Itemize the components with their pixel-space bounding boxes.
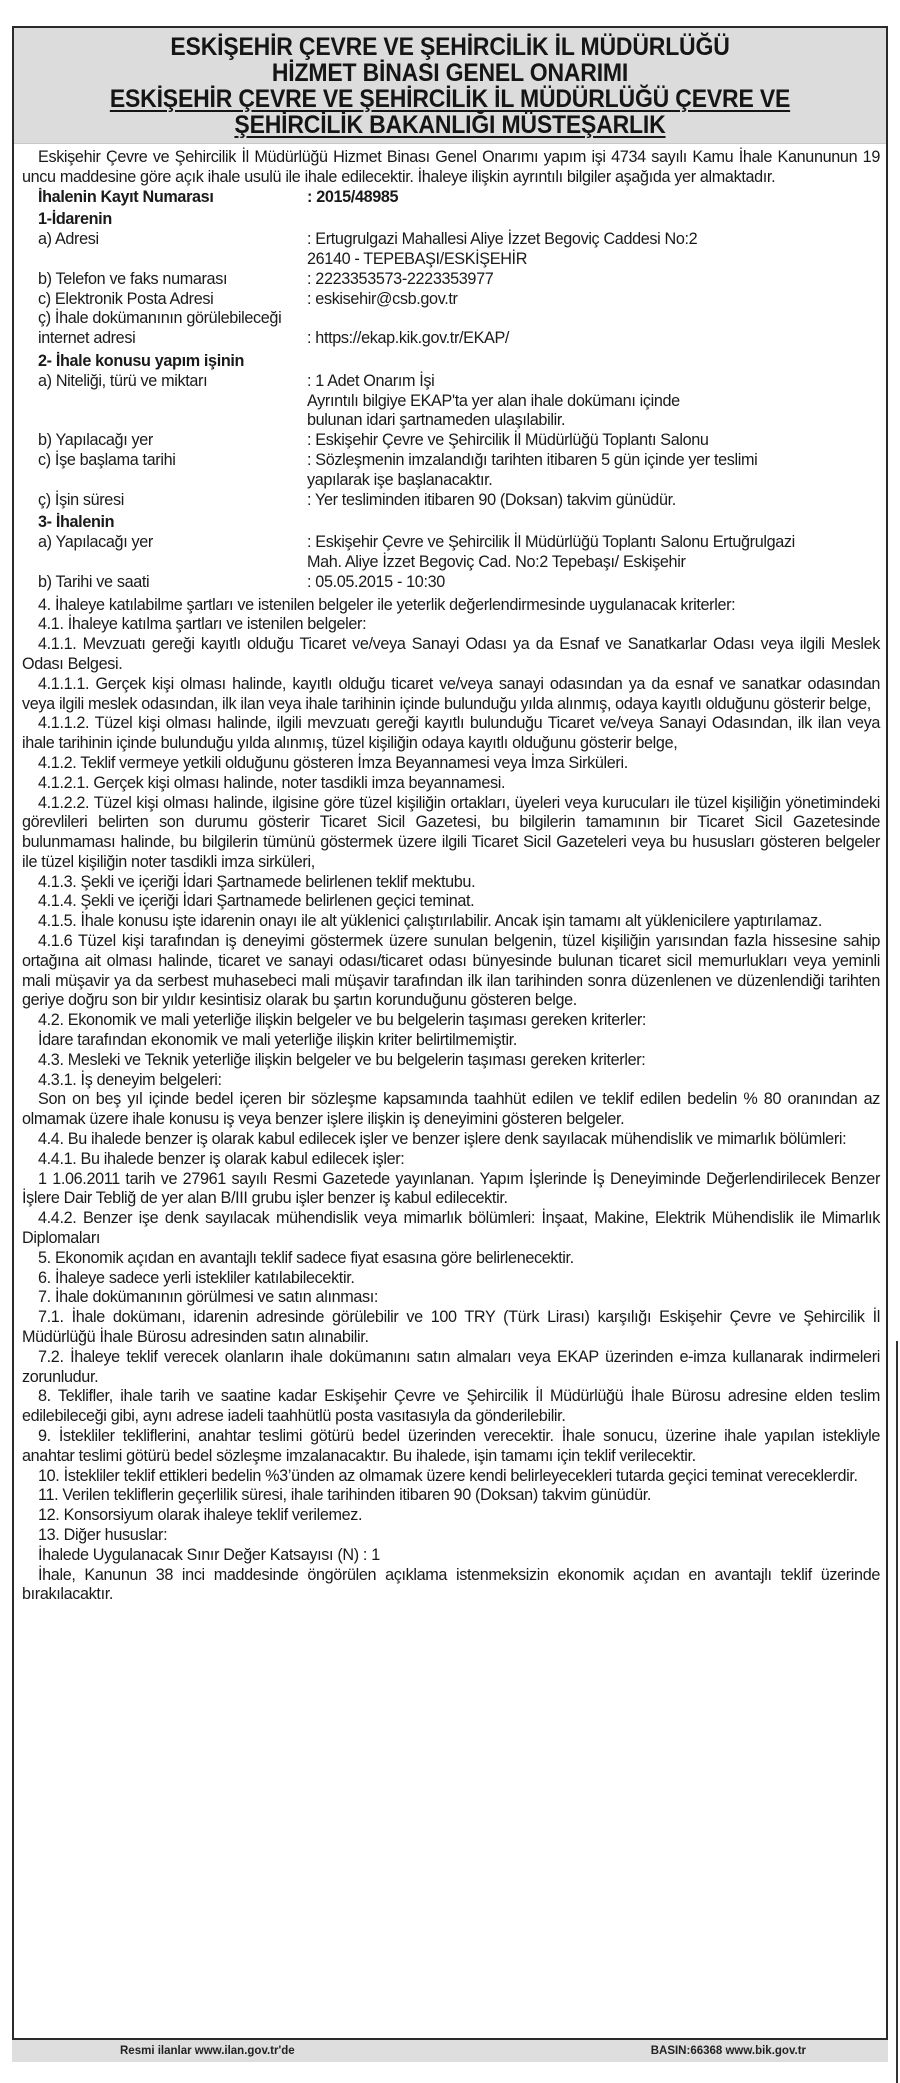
info-row: [38, 451, 880, 491]
header-title-line-3: ESKİŞEHİR ÇEVRE VE ŞEHİRCİLİK İL MÜDÜRLÜĞÜ ÇEVRE VE: [109, 85, 791, 113]
row-label: a) Adresi: [38, 230, 99, 249]
clause-paragraph: 1 1.06.2011 tarih ve 27961 sayılı Resmi Gazetede yayınlanan. Yapım İşlerinde İş Deneyiminde Değerlendirilecek Benzer İşlere Dair Tebliğ de yer alan B/III grubu işler benzer iş kabul edilecektir.: [22, 1169, 880, 1208]
clause-paragraph: 7.2. İhaleye teklif verecek olanların ihale dokümanını satın almaları veya EKAP üzerinden e-imza kullanarak indirmeleri zorunludur.: [22, 1347, 880, 1386]
clause-paragraph: 4.1.6 Tüzel kişi tarafından iş deneyimi göstermek üzere sunulan belgenin, tüzel kişiliğin yarısından fazla hissesine sahip ortağına ait olması halinde, ticaret ve sanayi odası/ticaret odası bünyesinde bulunan ticaret sicil memurlukları veya yeminli mali müşavir ya da serbest muhasebeci mali müşavir tarafından ilk ilan tarihinden sonra düzenlenen ve düzenlendiği tarihten geriye doğru son bir yıldır kesintisiz olarak bu şartın korunduğunu gösteren belge.: [22, 932, 880, 1010]
clause-paragraph: 6. İhaleye sadece yerli istekliler katılabilecektir.: [38, 1268, 355, 1287]
row-label: a) Yapılacağı yer: [38, 533, 153, 552]
clause-paragraph: 4.4. Bu ihalede benzer iş olarak kabul edilecek işler ve benzer işlere denk sayılacak mühendislik ve mimarlık bölümleri:: [38, 1130, 847, 1149]
row-label: c) İşe başlama tarihi: [38, 450, 176, 469]
tender-datetime-value: : 05.05.2015 - 10:30: [307, 572, 445, 591]
footer-bar: [12, 2040, 888, 2062]
header-title-line-1: ESKİŞEHİR ÇEVRE VE ŞEHİRCİLİK İL MÜDÜRLÜĞÜ: [170, 33, 730, 61]
row-label: a) Niteliği, türü ve miktarı: [38, 371, 208, 390]
row-value: : Eskişehir Çevre ve Şehircilik İl Müdürlüğü Toplantı Salonu Ertuğrulgazi: [307, 533, 795, 552]
info-row: [38, 431, 880, 451]
row-value: : Sözleşmenin imzalandığı tarihten itibaren 5 gün içinde yer teslimi: [307, 450, 758, 469]
section-1-title: 1-İdarenin: [38, 210, 112, 229]
clause-paragraph: 4.3. Mesleki ve Teknik yeterliğe ilişkin belgeler ve bu belgelerin taşıması gereken kriterler:: [38, 1050, 646, 1069]
clause-paragraph: 4.1.3. Şekli ve içeriği İdari Şartnamede belirlenen teklif mektubu.: [38, 872, 476, 891]
info-row: [38, 372, 880, 431]
address-value: : Ertugrulgazi Mahallesi Aliye İzzet Begoviç Caddesi No:2: [307, 230, 698, 249]
phone-fax-value: : 2223353573-2223353977: [307, 269, 494, 288]
clause-paragraph: 4.3.1. İş deneyim belgeleri:: [38, 1070, 222, 1089]
announcement-body: [14, 144, 886, 1605]
row-label: b) Yapılacağı yer: [38, 431, 153, 450]
header-title-line-2: HİZMET BİNASI GENEL ONARIMI: [271, 59, 629, 87]
row-label: b) Telefon ve faks numarası: [38, 269, 228, 288]
registration-label: İhalenin Kayıt Numarası: [38, 187, 214, 206]
section-2-title: 2- İhale konusu yapım işinin: [38, 351, 245, 370]
clause-paragraph: 4.4.1. Bu ihalede benzer iş olarak kabul edilecek işler:: [38, 1149, 405, 1168]
row-value-line-2: Ayrıntılı bilgiye EKAP'ta yer alan ihale dokümanı içinde: [307, 391, 680, 410]
header-title-line-4: ŞEHİRCİLİK BAKANLIĞI MÜSTEŞARLIK: [234, 111, 666, 139]
clause-paragraph: Son on beş yıl içinde bedel içeren bir sözleşme kapsamında taahhüt edilen ve teklif edilen bedelin % 80 oranından az olmamak üzere ihale konusu iş veya benzer işlere ilişkin iş deneyimini gösteren belgeler.: [22, 1090, 880, 1129]
row-label: c) Elektronik Posta Adresi: [38, 289, 214, 308]
clause-paragraph: 4.1.2. Teklif vermeye yetkili olduğunu gösteren İmza Beyannamesi veya İmza Sirküleri.: [38, 753, 628, 772]
section-3-title: 3- İhalenin: [38, 513, 115, 532]
clause-paragraph: 7. İhale dokümanının görülmesi ve satın alınması:: [38, 1288, 379, 1307]
info-row: [38, 491, 880, 511]
clause-paragraph: 4.1.2.1. Gerçek kişi olması halinde, noter tasdikli imza beyannamesi.: [38, 773, 506, 792]
row-label: internet adresi: [38, 329, 136, 348]
clause-paragraph: İhalede Uygulanacak Sınır Değer Katsayısı (N) : 1: [38, 1545, 380, 1564]
clause-paragraph: 12. Konsorsiyum olarak ihaleye teklif verilemez.: [38, 1506, 363, 1525]
info-row: [38, 573, 880, 593]
clause-paragraph: 4.1.5. İhale konusu işte idarenin onayı ile alt yüklenici çalıştırılabilir. Ancak işin tamamı alt yüklenicilere yaptırılamaz.: [38, 912, 823, 931]
clause-paragraph: 13. Diğer hususlar:: [38, 1525, 168, 1544]
row-value: : Eskişehir Çevre ve Şehircilik İl Müdürlüğü Toplantı Salonu: [307, 431, 709, 450]
column-divider: [896, 1341, 898, 2083]
clause-paragraph: 4.1.1.2. Tüzel kişi olması halinde, ilgili mevzuatı gereği kayıtlı bulunduğu Ticaret ve/veya Sanayi Odasından, ilk ilan veya ihale tarihinin içinde bulunduğu yılda alınmış, tüzel kişiliğin odaya kayıtlı olduğunu gösterir belge,: [22, 714, 880, 753]
clause-paragraph: 4.1.4. Şekli ve içeriği İdari Şartnamede belirlenen geçici teminat.: [38, 892, 475, 911]
row-label: ç) İhale dokümanının görülebileceği: [38, 309, 282, 328]
row-value: : 1 Adet Onarım İşi: [307, 371, 435, 390]
announcement-header: [14, 28, 886, 144]
clause-paragraph: İdare tarafından ekonomik ve mali yeterliğe ilişkin kriter belirtilmemiştir.: [38, 1031, 517, 1050]
clause-paragraph: 10. İstekliler teklif ettikleri bedelin %3’ünden az olmamak üzere kendi belirleyecekleri tutarda geçici teminat vereceklerdir.: [38, 1466, 858, 1485]
registration-number-row: [38, 188, 880, 208]
clause-paragraph: 4.1.1.1. Gerçek kişi olması halinde, kayıtlı olduğu ticaret ve/veya sanayi odasından ya da esnaf ve sanatkar odasından veya ilgili meslek odasından, ilk ilan veya ihale tarihinin içinde bulunduğu yılda alınmış, odaya kayıtlı olduğunu gösterir belge,: [22, 674, 880, 713]
clause-paragraph: 4. İhaleye katılabilme şartları ve istenilen belgeler ile yeterlik değerlendirmesinde uygulanacak kriterler:: [38, 595, 736, 614]
info-row: [38, 533, 880, 573]
row-label: b) Tarihi ve saati: [38, 572, 150, 591]
clause-paragraph: 4.4.2. Benzer işe denk sayılacak mühendislik veya mimarlık bölümleri: İnşaat, Makine, Elektrik Mühendislik ile Mimarlık Diplomaları: [22, 1209, 880, 1248]
announcement-frame: [12, 26, 888, 2040]
address-value-line-2: 26140 - TEPEBAŞI/ESKİŞEHİR: [307, 249, 528, 268]
clause-paragraph: 8. Teklifler, ihale tarih ve saatine kadar Eskişehir Çevre ve Şehircilik İl Müdürlüğü İhale Bürosu adresine elden teslim edilebileceği gibi, aynı adrese iadeli taahhütlü posta vasıtasıyla da gönderilebilir.: [22, 1387, 880, 1426]
clause-paragraph: 4.2. Ekonomik ve mali yeterliğe ilişkin belgeler ve bu belgelerin taşıması gereken kriterler:: [38, 1011, 647, 1030]
row-value-line-2: yapılarak işe başlanacaktır.: [307, 470, 493, 489]
intro-paragraph: Eskişehir Çevre ve Şehircilik İl Müdürlüğü Hizmet Binası Genel Onarımı yapım işi 4734 sayılı Kamu İhale Kanununun 19 uncu maddesine göre açık ihale usulü ile ihale edilecektir. İhaleye ilişkin ayrıntılı bilgiler aşağıda yer almaktadır.: [22, 148, 880, 186]
clause-paragraph: 4.1.2.2. Tüzel kişi olması halinde, ilgisine göre tüzel kişiliğin ortakları, üyeleri veya kurucuları ile tüzel kişiliğin yönetimindeki görevlileri belirten son durumu gösterir Ticaret Sicil Gazetesi, bu bilgilerin tamamının bir Ticaret Sicil Gazetesinde bulunmaması halinde, bu bilgilerin tümünü göstermek üzere ilgili Ticaret Sicil Gazeteleri veya bu hususları gösteren belgeler ile tüzel kişiliğin noter tasdikli imza sirküleri,: [22, 793, 880, 871]
clause-paragraph: 7.1. İhale dokümanı, idarenin adresinde görülebilir ve 100 TRY (Türk Lirası) karşılığı Eskişehir Çevre ve Şehircilik İl Müdürlüğü İhale Bürosu adresinden satın alınabilir.: [22, 1308, 880, 1347]
registration-value: : 2015/48985: [307, 187, 399, 206]
row-value: : Yer tesliminden itibaren 90 (Doksan) takvim günüdür.: [307, 490, 676, 509]
info-row: [38, 309, 880, 329]
clause-paragraph: 9. İstekliler tekliflerini, anahtar teslimi götürü bedel üzerinden verecektir. İhale sonucu, üzerine ihale yapılan istekliyle anahtar teslimi götürü bedel sözleşme imzalanacaktır. Bu ihalede, işin tamamı için teklif verilecektir.: [22, 1427, 880, 1465]
row-value-line-2: Mah. Aliye İzzet Begoviç Cad. No:2 Tepebaşı/ Eskişehir: [307, 552, 686, 571]
clause-paragraph: 11. Verilen tekliflerin geçerlilik süresi, ihale tarihinden itibaren 90 (Doksan) takvim günüdür.: [38, 1486, 652, 1505]
email-link[interactable]: : eskisehir@csb.gov.tr: [307, 289, 458, 308]
footer-right-text: BASIN:66368 www.bik.gov.tr: [650, 2045, 806, 2057]
ekap-url-link[interactable]: : https://ekap.kik.gov.tr/EKAP/: [307, 329, 510, 348]
info-row: [38, 230, 880, 270]
clause-paragraph: 4.1. İhaleye katılma şartları ve istenilen belgeler:: [38, 615, 367, 634]
clause-paragraph: 5. Ekonomik açıdan en avantajlı teklif sadece fiyat esasına göre belirlenecektir.: [38, 1248, 574, 1267]
row-label: ç) İşin süresi: [38, 490, 124, 509]
clauses-list: [22, 596, 880, 1606]
footer-left-text: Resmi ilanlar www.ilan.gov.tr'de: [120, 2045, 295, 2057]
clause-paragraph: 4.1.1. Mevzuatı gereği kayıtlı olduğu Ticaret ve/veya Sanayi Odası ya da Esnaf ve Sanatkarlar Odası veya ilgili Meslek Odası Belgesi.: [22, 635, 880, 673]
info-row: [38, 290, 880, 310]
row-value-line-3: bulunan idari şartnameden ulaşılabilir.: [307, 411, 566, 430]
info-row: [38, 329, 880, 349]
info-row: [38, 270, 880, 290]
clause-paragraph: İhale, Kanunun 38 inci maddesinde öngörülen açıklama istenmeksizin ekonomik açıdan en avantajlı teklif üzerinde bırakılacaktır.: [22, 1565, 880, 1604]
